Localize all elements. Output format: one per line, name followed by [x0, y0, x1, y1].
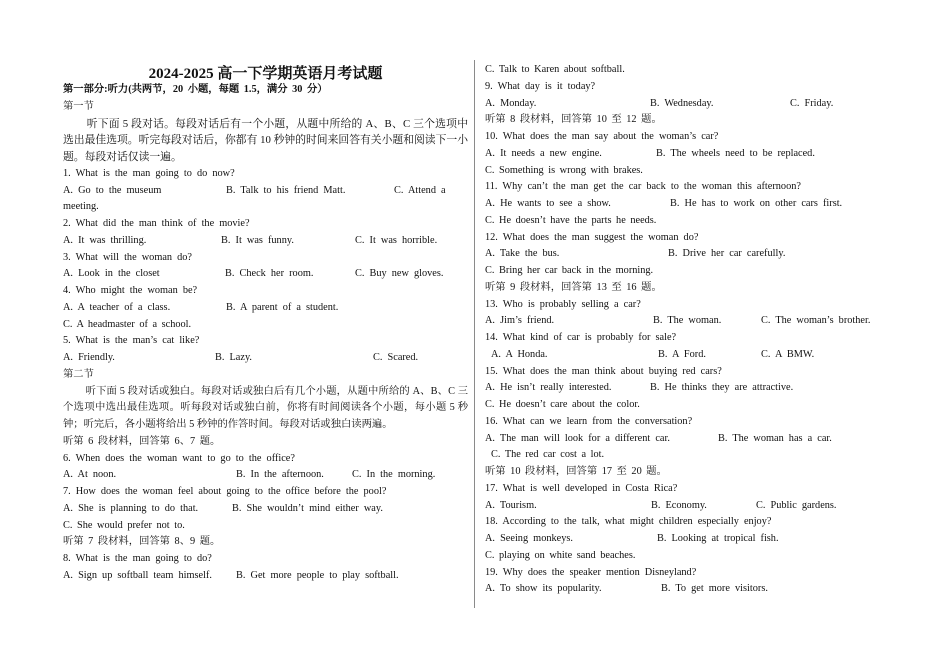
- options-1: [63, 183, 468, 200]
- material-note-6: 听第 6 段材料，回答第 6、7 题。: [63, 435, 221, 447]
- option-11c: C. He doesn’t have the parts he needs.: [485, 214, 657, 226]
- question-2: 2. What did the man think of the movie?: [63, 218, 250, 229]
- question-12: 12. What does the man suggest the woman do?: [485, 231, 699, 243]
- material-note-7: 听第 7 段材料，回答第 8、9 题。: [63, 536, 221, 548]
- option-5a: A. Friendly.: [63, 352, 115, 363]
- options-2: [63, 233, 468, 250]
- option-16c: C. The red car cost a lot.: [491, 449, 605, 461]
- option-13c: C. The woman’s brother.: [761, 315, 871, 327]
- option-19b: B. To get more visitors.: [661, 583, 768, 595]
- question-6: 6. When does the woman want to go to the office?: [63, 452, 295, 464]
- options-8: [63, 568, 468, 585]
- option-19a: A. To show its popularity.: [485, 583, 602, 595]
- options-9: [485, 96, 885, 113]
- options-14: [485, 347, 885, 364]
- section1-label: 第一节: [63, 100, 94, 112]
- option-10a: A. It needs a new engine.: [485, 147, 602, 159]
- options-17: [485, 498, 885, 515]
- option-6b: B. In the afternoon.: [236, 469, 324, 481]
- option-1b: B. Talk to his friend Matt.: [226, 184, 346, 196]
- options-12: [485, 246, 885, 263]
- question-15: 15. What does the man think about buying red cars?: [485, 365, 722, 377]
- option-1c-cont: meeting.: [63, 201, 99, 213]
- option-16b: B. The woman has a car.: [718, 432, 832, 444]
- question-16: 16. What can we learn from the conversation?: [485, 415, 693, 427]
- option-7c: C. She would prefer not to.: [63, 519, 185, 531]
- question-13: 13. Who is probably selling a car?: [485, 298, 641, 310]
- option-8a: A. Sign up softball team himself.: [63, 569, 212, 581]
- option-6a: A. At noon.: [63, 469, 117, 481]
- options-6: [63, 467, 468, 484]
- option-9b: B. Wednesday.: [650, 97, 714, 109]
- option-12c: C. Bring her car back in the morning.: [485, 265, 654, 276]
- column-divider: [474, 60, 475, 608]
- option-14a: A. A Honda.: [491, 348, 548, 360]
- option-11b: B. He has to work on other cars first.: [670, 198, 843, 209]
- question-14: 14. What kind of car is probably for sale?: [485, 332, 677, 343]
- question-11: 11. Why can’t the man get the car back to the woman this afternoon?: [485, 181, 801, 193]
- option-6c: C. In the morning.: [352, 469, 436, 481]
- option-10b: B. The wheels need to be replaced.: [656, 147, 815, 159]
- material-note-8: 听第 8 段材料，回答第 10 至 12 题。: [485, 114, 662, 126]
- option-1c: C. Attend a: [394, 184, 446, 196]
- question-17: 17. What is well developed in Costa Rica?: [485, 482, 678, 494]
- question-1: 1. What is the man going to do now?: [63, 167, 235, 179]
- option-17b: B. Economy.: [651, 499, 707, 511]
- options-10: [485, 146, 885, 163]
- option-12a: A. Take the bus.: [485, 248, 560, 260]
- option-12b: B. Drive her car carefully.: [668, 248, 786, 260]
- question-7: 7. How does the woman feel about going to the office before the pool?: [63, 486, 387, 497]
- option-3a: A. Look in the closet: [63, 268, 160, 280]
- material-note-10: 听第 10 段材料，回答第 17 至 20 题。: [485, 466, 667, 477]
- option-14c: C. A BMW.: [761, 348, 815, 360]
- option-8c: C. Talk to Karen about softball.: [485, 64, 625, 75]
- option-11a: A. He wants to see a show.: [485, 198, 611, 209]
- option-18c: C. playing on white sand beaches.: [485, 549, 636, 561]
- question-3: 3. What will the woman do?: [63, 251, 192, 263]
- section1-instructions: 听下面 5 段对话。每段对话后有一个小题，从题中所给的 A、B、C 三个选项中选出最佳选项。听完每段对话后，你都有 10 秒钟的时间来回答有关小题和阅读下一小题。每段对话仅读一遍。: [63, 117, 468, 163]
- option-18b: B. Looking at tropical fish.: [657, 533, 779, 544]
- option-2c: C. It was horrible.: [355, 234, 438, 246]
- option-7a: A. She is planning to do that.: [63, 502, 199, 514]
- option-8b: B. Get more people to play softball.: [236, 569, 399, 581]
- material-note-9: 听第 9 段材料，回答第 13 至 16 题。: [485, 281, 662, 293]
- option-15b: B. He thinks they are attractive.: [650, 382, 794, 394]
- part-header: 第一部分:听力(共两节，20 小题，每题 1.5，满分 30 分）: [63, 84, 328, 95]
- left-column: [63, 62, 468, 585]
- options-4: [63, 300, 468, 317]
- options-15: [485, 380, 885, 397]
- section2-instructions: 听下面 5 段对话或独白。每段对话或独白后有几个小题，从题中所给的 A、B、C 三个选项中选出最佳选项。听每段对话或独白前，你将有时间阅读各个小题，每小题 5 秒钟；听完后，各小题将给出 5 秒钟的作答时间。每段对话或独白读两遍。: [63, 385, 468, 430]
- option-13a: A. Jim’s friend.: [485, 315, 555, 327]
- options-18: [485, 531, 885, 548]
- option-16a: A. The man will look for a different car.: [485, 432, 670, 444]
- options-7: [63, 501, 468, 518]
- option-2b: B. It was funny.: [221, 234, 294, 246]
- options-13: [485, 313, 885, 330]
- question-18: 18. According to the talk, what might children especially enjoy?: [485, 516, 772, 528]
- option-18a: A. Seeing monkeys.: [485, 533, 573, 544]
- option-5c: C. Scared.: [373, 352, 419, 363]
- option-10c: C. Something is wrong with brakes.: [485, 164, 643, 176]
- question-10: 10. What does the man say about the woman’s car?: [485, 131, 719, 142]
- options-5: [63, 350, 468, 367]
- option-4c: C. A headmaster of a school.: [63, 318, 192, 330]
- option-15c: C. He doesn’t care about the color.: [485, 399, 640, 410]
- options-11: [485, 196, 885, 213]
- section2-label: 第二节: [63, 368, 94, 380]
- exam-title: 2024-2025 高一下学期英语月考试题: [148, 66, 383, 82]
- option-5b: B. Lazy.: [215, 352, 253, 363]
- question-8: 8. What is the man going to do?: [63, 553, 212, 564]
- option-9c: C. Friday.: [790, 97, 834, 109]
- option-14b: B. A Ford.: [658, 348, 706, 360]
- option-4a: A. A teacher of a class.: [63, 301, 171, 313]
- question-4: 4. Who might the woman be?: [63, 285, 198, 296]
- option-1a: A. Go to the museum: [63, 184, 162, 196]
- option-15a: A. He isn’t really interested.: [485, 382, 612, 394]
- option-17c: C. Public gardens.: [756, 499, 837, 511]
- question-9: 9. What day is it today?: [485, 80, 596, 92]
- option-4b: B. A parent of a student.: [226, 301, 339, 313]
- question-5: 5. What is the man’s cat like?: [63, 335, 200, 347]
- option-9a: A. Monday.: [485, 97, 537, 109]
- option-3c: C. Buy new gloves.: [355, 268, 444, 280]
- option-2a: A. It was thrilling.: [63, 234, 147, 246]
- option-13b: B. The woman.: [653, 315, 722, 327]
- option-3b: B. Check her room.: [225, 268, 314, 280]
- option-17a: A. Tourism.: [485, 499, 537, 511]
- option-7b: B. She wouldn’t mind either way.: [232, 502, 383, 514]
- question-19: 19. Why does the speaker mention Disneyland?: [485, 566, 697, 578]
- options-19: [485, 581, 885, 598]
- right-column: [485, 62, 885, 598]
- options-3: [63, 266, 468, 283]
- options-16: [485, 431, 885, 448]
